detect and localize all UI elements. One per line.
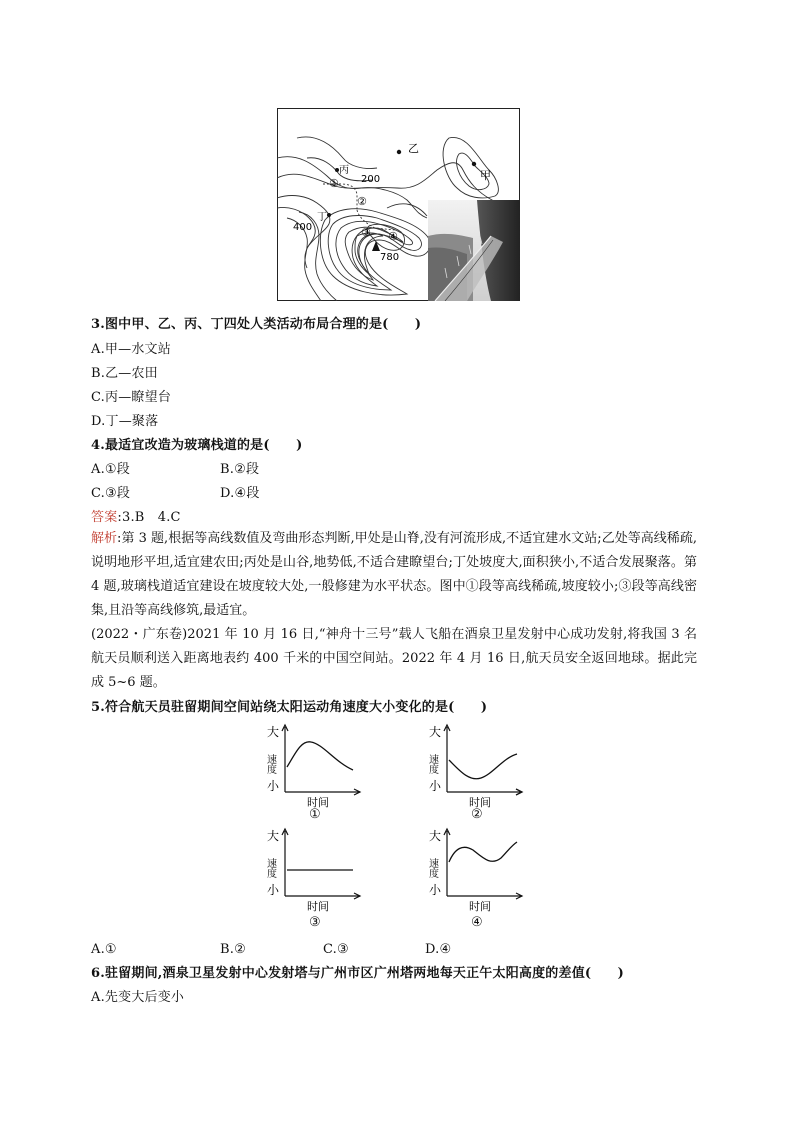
question-4-option-d[interactable]: D.④段 [220,486,260,501]
answer-label: 答案 [91,510,118,525]
question-4-option-c[interactable]: C.③段 [91,486,131,501]
label-yi: 乙 [408,142,419,155]
question-4-option-a[interactable]: A.①段 [91,462,130,477]
graph-2-big-label: 大 [429,725,442,739]
graph-2-curve [449,754,517,779]
analysis-paragraph [91,527,697,623]
answer-text: :3.B 4.C [117,510,181,525]
graph-2 [427,722,537,822]
segment-label-1: ① [329,177,339,190]
graph-1-big-label: 大 [267,725,280,739]
question-4-stem: 4.最适宜改造为玻璃栈道的是( ) [91,438,303,453]
graph-4-curve [449,842,517,862]
graph-4-big-label: 大 [429,829,442,843]
label-ding: 丁 [317,212,327,223]
graph-3-x-label: 时间 [307,900,329,913]
analysis-text: :第 3 题,根据等高线数值及弯曲形态判断,甲处是山脊,没有河流形成,不适宜建水文站;乙处等高线稀疏,说明地形平坦,适宜建农田;丙处是山谷,地势低,不适合建瞭望台;丁处坡度大,面积狭小,不适合发展聚落。第 4 题,玻璃栈道适宜建设在坡度较大处,一般修建为水平状态。图中①段等高线稀疏,坡度较小;③段等高线密集,且沿等高线修筑,最适宜。 [91,531,697,618]
graph-3-small-label: 小 [267,883,280,897]
graph-4-small-label: 小 [429,883,442,897]
graph-2-number: ② [471,807,483,822]
peak-label-780: 780 [380,252,400,263]
graph-1-x-label: 时间 [307,796,329,809]
question-3-option-a[interactable]: A.甲—水文站 [91,342,171,357]
graph-2-axis-label: 速度 [427,754,438,774]
contour-label-400: 400 [293,222,313,233]
question-6-stem: 6.驻留期间,酒泉卫星发射中心发射塔与广州市区广州塔两地每天正午太阳高度的差值( ) [91,966,624,981]
question-3-option-c[interactable]: C.丙—瞭望台 [91,390,172,405]
graph-4-number: ④ [471,915,483,930]
question-5-option-a[interactable]: A.① [91,942,117,957]
graph-3-number: ③ [309,915,321,930]
graph-3-axis-label: 速度 [265,858,276,878]
question-3-option-b[interactable]: B.乙—农田 [91,366,158,381]
answer-line [91,509,181,526]
label-bing: 丙 [339,165,349,176]
question-3-option-d[interactable]: D.丁—聚落 [91,414,159,429]
point-yi [397,150,401,154]
contour-map-figure [277,108,520,301]
intro-paragraph: (2022・广东卷)2021 年 10 月 16 日,“神舟十三号”载人飞船在酒泉卫星发射中心成功发射,将我国 3 名航天员顺利送入距离地表约 400 千米的中国空间站。2022 年 4 月 16 日,航天员安全返回地球。据此完成 5~6 题。 [91,627,697,690]
glass-walkway-photo [428,200,520,301]
question-5-option-b[interactable]: B.② [220,942,246,957]
graph-1-axis-label: 速度 [265,754,276,774]
graph-2-x-label: 时间 [469,796,491,809]
analysis-label: 解析 [91,531,118,546]
graph-1-number: ① [309,807,321,822]
question-6-option-a[interactable]: A.先变大后变小 [91,990,185,1005]
graph-3-big-label: 大 [267,829,280,843]
question-5-option-d[interactable]: D.④ [425,942,452,957]
graph-4 [427,826,537,936]
graph-4-axis-label: 速度 [427,858,438,878]
graph-1-curve [287,742,353,770]
graph-1 [265,722,375,822]
question-5-stem: 5.符合航天员驻留期间空间站绕太阳运动角速度大小变化的是( ) [91,700,488,715]
contour-label-200: 200 [361,174,381,185]
question-4-option-b[interactable]: B.②段 [220,462,260,477]
point-jia [472,162,476,166]
question-3-stem: 3.图中甲、乙、丙、丁四处人类活动布局合理的是( ) [91,317,422,332]
graph-1-small-label: 小 [267,779,280,793]
point-ding [327,213,331,217]
segment-label-2: ② [357,195,367,208]
graph-3 [265,826,375,936]
label-jia: 甲 [480,169,491,182]
graph-2-small-label: 小 [429,779,442,793]
contour-map [277,108,520,301]
graph-4-x-label: 时间 [469,900,491,913]
segment-label-3: ③ [361,226,371,239]
segment-label-4: ④ [388,230,398,243]
question-5-option-c[interactable]: C.③ [323,942,349,957]
